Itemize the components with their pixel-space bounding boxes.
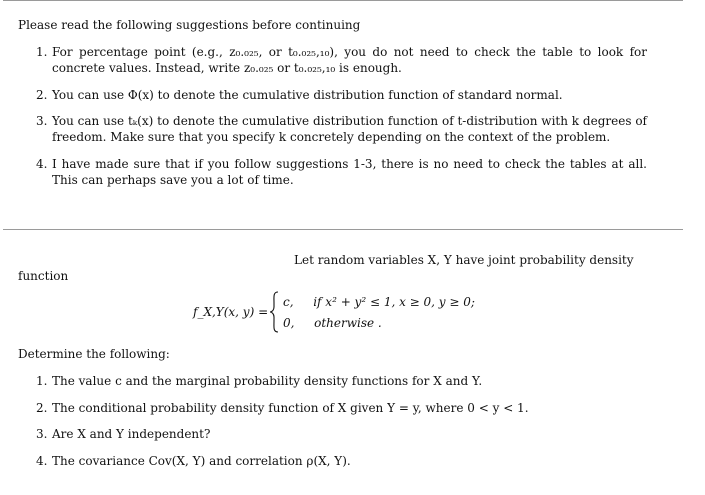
suggestion-2-text: You can use Φ(x) to denote the cumulative distribution function of standard normal. <box>52 88 563 102</box>
problem-intro-continued: function <box>18 269 69 283</box>
case-1-value: c, <box>283 295 294 309</box>
suggestions-heading: Please read the following suggestions before continuing <box>18 18 361 32</box>
formula-case-1 <box>283 295 475 309</box>
case-2-value: 0, <box>283 316 295 330</box>
task-3-text: Are X and Y independent? <box>52 427 211 441</box>
suggestion-3-number: 3. <box>36 114 48 128</box>
problem-intro: Let random variables X, Y have joint probability density <box>294 253 634 267</box>
suggestion-3-text: You can use tₖ(x) to denote the cumulative distribution function of t-distribution with k degrees of freedom. Make sure that you specify k concretely depending on the context of the problem. <box>52 114 647 144</box>
suggestion-1-number: 1. <box>36 45 48 59</box>
top-divider <box>3 0 683 1</box>
task-1-text: The value c and the marginal probability density functions for X and Y. <box>52 374 483 388</box>
case-2-condition: otherwise . <box>314 316 382 330</box>
formula-lhs: f_X,Y(x, y) = <box>193 305 269 319</box>
formula-case-2 <box>283 316 382 330</box>
determine-heading: Determine the following: <box>18 347 170 361</box>
left-brace-icon <box>269 291 279 333</box>
suggestion-4-number: 4. <box>36 157 48 171</box>
suggestion-4-text: I have made sure that if you follow suggestions 1-3, there is no need to check the tables at all. This can perhaps save you a lot of time. <box>52 157 647 187</box>
task-1-number: 1. <box>36 374 48 388</box>
task-3-number: 3. <box>36 427 48 441</box>
joint-density-formula <box>193 290 513 334</box>
suggestion-1-text: For percentage point (e.g., z₀.₀₂₅, or t₀.₀₂₅,₁₀), you do not need to check the table to look for concrete values. Instead, write z₀.₀₂₅ or t₀.₀₂₅,₁₀ is enough. <box>52 45 647 75</box>
task-2-text: The conditional probability density function of X given Y = y, where 0 < y < 1. <box>52 401 529 415</box>
case-1-condition: if x² + y² ≤ 1, x ≥ 0, y ≥ 0; <box>313 295 475 309</box>
suggestion-2-number: 2. <box>36 88 48 102</box>
task-4-text: The covariance Cov(X, Y) and correlation ρ(X, Y). <box>52 454 351 468</box>
task-4-number: 4. <box>36 454 48 468</box>
middle-divider <box>3 229 683 230</box>
task-2-number: 2. <box>36 401 48 415</box>
